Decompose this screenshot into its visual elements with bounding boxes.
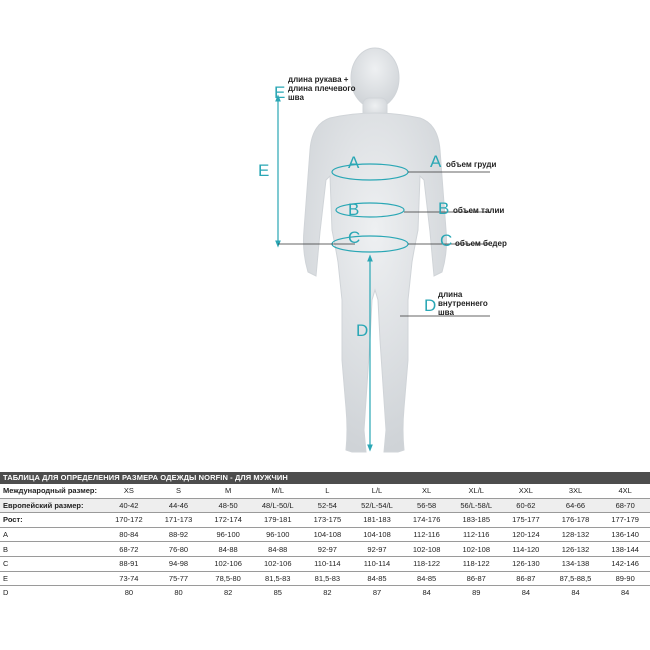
table-cell: 89 — [472, 588, 481, 598]
letter-e: E — [258, 161, 270, 180]
table-cell: XS — [104, 484, 154, 498]
table-cell: 126-132 — [551, 542, 601, 557]
letter-c: C — [348, 228, 361, 247]
table-cell: 174-176 — [402, 513, 452, 528]
table-cell: 112-116 — [451, 527, 501, 542]
label-b-letter: B — [438, 199, 450, 218]
table-cell: 81,5-83 — [253, 571, 303, 586]
table-cell: 76-80 — [154, 542, 204, 557]
label-e-letter: E — [274, 83, 286, 102]
row-label: C — [0, 556, 104, 571]
row-label: Рост: — [0, 513, 104, 528]
table-cell: 68-70 — [600, 498, 650, 513]
table-cell: 84-85 — [352, 571, 402, 586]
table-cell: 48/L-50/L — [253, 498, 303, 513]
table-cell: 138-144 — [600, 542, 650, 557]
table-cell: 52-54 — [303, 498, 353, 513]
table-cell: 88-92 — [154, 527, 204, 542]
table-row — [0, 513, 650, 528]
table-cell: 110-114 — [352, 556, 402, 571]
table-cell: 172-174 — [203, 513, 253, 528]
table-cell: 84 — [521, 588, 531, 598]
table-cell: 173-175 — [303, 513, 353, 528]
table-cell: 114-120 — [501, 542, 551, 557]
table-cell: 73-74 — [104, 571, 154, 586]
table-cell: XL — [402, 484, 452, 498]
table-cell: 179-181 — [253, 513, 303, 528]
label-inseam: длина внутреннего шва — [438, 290, 488, 317]
table-title: ТАБЛИЦА ДЛЯ ОПРЕДЕЛЕНИЯ РАЗМЕРА ОДЕЖДЫ NORFIN - ДЛЯ МУЖЧИН — [0, 472, 650, 484]
table-cell: 118-122 — [402, 556, 452, 571]
table-cell: 40-42 — [104, 498, 154, 513]
table-cell: 102-108 — [402, 542, 452, 557]
table-cell: 92-97 — [303, 542, 353, 557]
table-cell: M/L — [253, 484, 303, 498]
table-cell: 82 — [323, 588, 332, 598]
table-cell: 136-140 — [600, 527, 650, 542]
silhouette — [304, 48, 450, 452]
table-cell: 82 — [223, 588, 233, 598]
table-cell: 80 — [124, 588, 134, 598]
label-waist: объем талии — [453, 206, 505, 215]
table-row — [0, 556, 650, 571]
letter-b: B — [348, 200, 360, 219]
table-cell: 68-72 — [104, 542, 154, 557]
table-cell: 170-172 — [104, 513, 154, 528]
row-label: Европейский размер: — [0, 498, 104, 513]
table-cell: 112-116 — [402, 527, 452, 542]
table-cell: 81,5-83 — [303, 571, 353, 586]
table-cell: 88-91 — [104, 556, 154, 571]
label-c-letter: C — [440, 231, 453, 250]
table-cell: 128-132 — [551, 527, 601, 542]
table-row — [0, 527, 650, 542]
label-hips: объем бедер — [455, 239, 507, 248]
table-cell: 3XL — [551, 484, 601, 498]
row-label: D — [3, 588, 9, 598]
table-cell: 102-108 — [451, 542, 501, 557]
label-chest: объем груди — [446, 160, 497, 169]
label-sleeve: длина рукава + длина плечевого шва — [288, 75, 356, 102]
table-cell: 181-183 — [352, 513, 402, 528]
table-cell: 4XL — [600, 484, 650, 498]
table-cell: 56/L-58/L — [451, 498, 501, 513]
table-cell: XL/L — [451, 484, 501, 498]
table-cell: 87,5-88,5 — [551, 571, 601, 586]
table-cell: 80-84 — [104, 527, 154, 542]
letter-a: A — [348, 153, 360, 172]
table-cell: 118-122 — [451, 556, 501, 571]
letter-d: D — [356, 321, 369, 340]
table-cell: 84 — [571, 588, 580, 598]
table-cell: 175-177 — [501, 513, 551, 528]
table-cell: 110-114 — [303, 556, 353, 571]
table-cell: XXL — [501, 484, 551, 498]
label-d-letter: D — [424, 296, 437, 315]
row-label: Международный размер: — [0, 484, 104, 498]
table-cell: 52/L-54/L — [352, 498, 402, 513]
table-cell: 94-98 — [154, 556, 204, 571]
size-grid — [0, 484, 650, 600]
table-cell: 84-85 — [402, 571, 452, 586]
table-row — [0, 586, 650, 600]
table-cell: L — [303, 484, 353, 498]
table-cell: 177-179 — [600, 513, 650, 528]
table-cell: L/L — [352, 484, 402, 498]
table-cell: 126-130 — [501, 556, 551, 571]
table-cell: 183-185 — [451, 513, 501, 528]
table-cell: 96-100 — [203, 527, 253, 542]
table-cell: 64-66 — [551, 498, 601, 513]
size-table — [0, 472, 650, 600]
row-label: A — [0, 527, 104, 542]
table-cell: 171-173 — [154, 513, 204, 528]
label-a-letter: A — [430, 152, 442, 171]
table-cell: 80 — [174, 588, 183, 598]
row-label: E — [0, 571, 104, 586]
row-label: B — [0, 542, 104, 557]
table-cell: 176-178 — [551, 513, 601, 528]
table-cell: 85 — [273, 588, 282, 598]
table-cell: 84 — [422, 588, 431, 598]
table-cell: 102-106 — [203, 556, 253, 571]
table-row — [0, 542, 650, 557]
table-cell: 120-124 — [501, 527, 551, 542]
table-cell: 78,5-80 — [203, 571, 253, 586]
table-cell: 102-106 — [253, 556, 303, 571]
table-row — [0, 498, 650, 513]
table-row — [0, 571, 650, 586]
table-cell: 86-87 — [501, 571, 551, 586]
table-cell: 86-87 — [451, 571, 501, 586]
table-cell: 84-88 — [253, 542, 303, 557]
table-cell: 84-88 — [203, 542, 253, 557]
table-cell: 84 — [620, 588, 630, 598]
table-cell: 48-50 — [203, 498, 253, 513]
table-cell: 96-100 — [253, 527, 303, 542]
table-cell: S — [154, 484, 204, 498]
table-cell: 87 — [372, 588, 382, 598]
table-cell: 44-46 — [154, 498, 204, 513]
table-cell: M — [203, 484, 253, 498]
table-cell: 60-62 — [501, 498, 551, 513]
table-row — [0, 484, 650, 498]
table-cell: 75-77 — [154, 571, 204, 586]
table-cell: 142-146 — [600, 556, 650, 571]
table-cell: 56-58 — [402, 498, 452, 513]
table-cell: 134-138 — [551, 556, 601, 571]
table-cell: 89-90 — [600, 571, 650, 586]
table-cell: 104-108 — [303, 527, 353, 542]
table-cell: 92-97 — [352, 542, 402, 557]
table-cell: 104-108 — [352, 527, 402, 542]
